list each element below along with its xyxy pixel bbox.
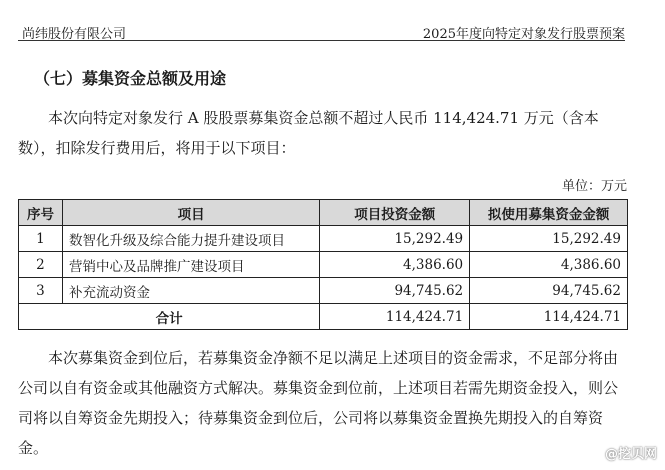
row-no: 2 (19, 252, 63, 278)
company-name: 尚纬股份有限公司 (22, 27, 127, 42)
closing-paragraph: 本次募集资金到位后，若募集资金净额不足以满足上述项目的资金需求，不足部分将由公司以自有资金或其他融资方式解决。募集资金到位前，上述项目若需先期资金投入，则公司将以自筹资金先期投入；待募集资金到位后，公司将以募集资金置换先期投入的自筹资金。 (18, 349, 619, 457)
row-raised: 15,292.49 (470, 226, 628, 252)
row-investment: 94,745.62 (320, 278, 470, 304)
section-title: （七）募集资金总额及用途 (34, 69, 227, 88)
row-project: 补充流动资金 (62, 278, 319, 304)
fund-usage-table (18, 199, 628, 330)
document-title: 2025年度向特定对象发行股票预案 (422, 27, 625, 42)
row-project: 营销中心及品牌推广建设项目 (62, 252, 319, 278)
row-no: 3 (19, 278, 63, 304)
table-header-row (19, 200, 628, 226)
row-project: 数智化升级及综合能力提升建设项目 (62, 226, 319, 252)
row-raised: 4,386.60 (470, 252, 628, 278)
total-investment: 114,424.71 (320, 304, 470, 330)
row-no: 1 (19, 226, 63, 252)
intro-paragraph: 本次向特定对象发行 A 股股票募集资金总额不超过人民币 114,424.71 万元（含本数），扣除发行费用后，将用于以下项目： (18, 109, 599, 157)
header-no: 序号 (19, 200, 63, 226)
total-raised: 114,424.71 (470, 304, 628, 330)
row-investment: 4,386.60 (320, 252, 470, 278)
header-project: 项目 (62, 200, 319, 226)
watermark-logo: @挖贝网 (604, 447, 657, 462)
header-investment: 项目投资金额 (320, 200, 470, 226)
table-row (19, 252, 628, 278)
table-row (19, 226, 628, 252)
total-label: 合计 (19, 304, 320, 330)
table-total-row (19, 304, 628, 330)
unit-label: 单位：万元 (561, 179, 627, 194)
row-investment: 15,292.49 (320, 226, 470, 252)
page-header (18, 20, 625, 41)
row-raised: 94,745.62 (470, 278, 628, 304)
table-row (19, 278, 628, 304)
header-raised: 拟使用募集资金金额 (470, 200, 628, 226)
